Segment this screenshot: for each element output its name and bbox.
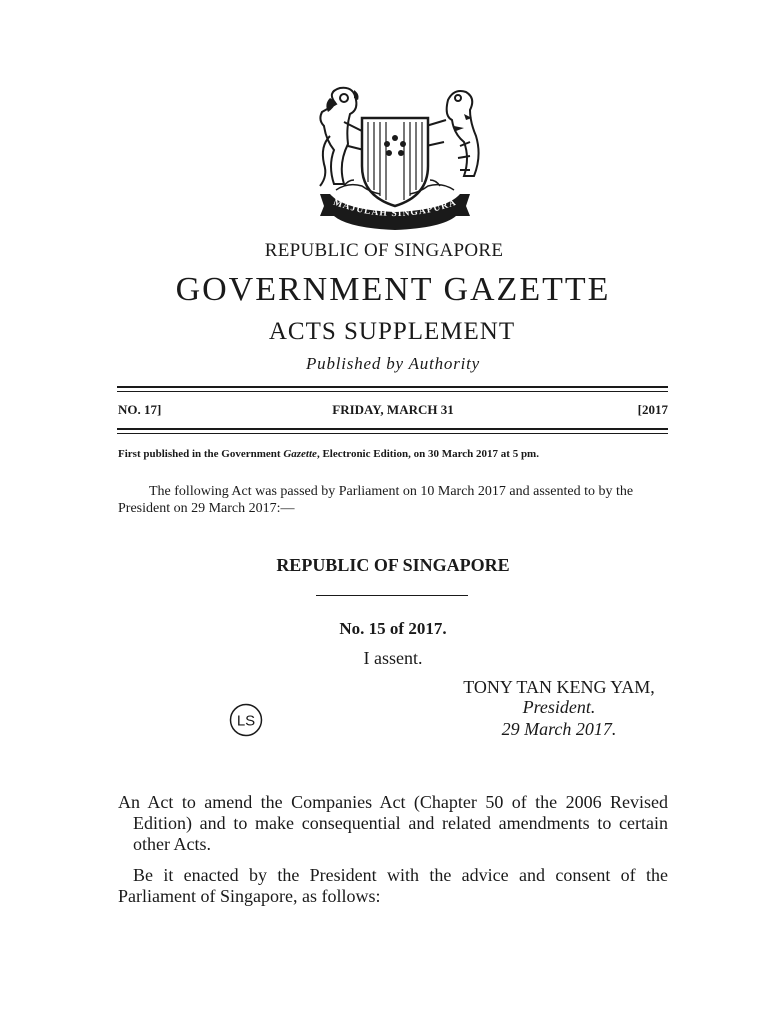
issue-year: [2017 [637, 402, 668, 417]
double-rule-top [117, 386, 668, 392]
first-published-gazette-word: Gazette [283, 448, 317, 460]
first-published-prefix: First published in the Government [118, 448, 284, 460]
enacting-formula: Be it enacted by the President with the advice and consent of the Parliament of Singapore, as follows: [118, 865, 668, 906]
page-title: GOVERNMENT GAZETTE [175, 271, 611, 308]
crest-motto: MAJULAH SINGAPURA [331, 197, 459, 220]
intro-paragraph: The following Act was passed by Parliament on 10 March 2017 and assented to by the President on 29 March 2017:— [118, 484, 634, 516]
ls-seal-icon [229, 703, 263, 737]
short-rule [316, 595, 468, 596]
president-name: TONY TAN KENG YAM, [463, 677, 655, 697]
issue-row [118, 402, 668, 420]
supplement-title: ACTS SUPPLEMENT [268, 318, 516, 345]
act-number: No. 15 of 2017. [339, 619, 447, 638]
issue-date: FRIDAY, MARCH 31 [332, 402, 454, 417]
assent-line: I assent. [363, 648, 423, 668]
first-published-note [118, 448, 678, 460]
republic-header: REPUBLIC OF SINGAPORE [264, 240, 504, 261]
act-republic-heading: REPUBLIC OF SINGAPORE [276, 555, 510, 575]
assent-date: 29 March 2017. [501, 719, 617, 739]
coat-of-arms-icon [300, 86, 490, 232]
ls-seal-text: LS [236, 712, 256, 730]
first-published-suffix: , Electronic Edition, on 30 March 2017 at 5 pm. [316, 448, 539, 460]
president-title: President. [522, 697, 596, 717]
issue-number: NO. 17] [118, 402, 162, 417]
double-rule-bottom [117, 428, 668, 434]
authority-line: Published by Authority [305, 354, 481, 373]
act-long-title: An Act to amend the Companies Act (Chapter 50 of the 2006 Revised Edition) and to make consequential and related amendments to certain other Acts. [118, 792, 668, 854]
